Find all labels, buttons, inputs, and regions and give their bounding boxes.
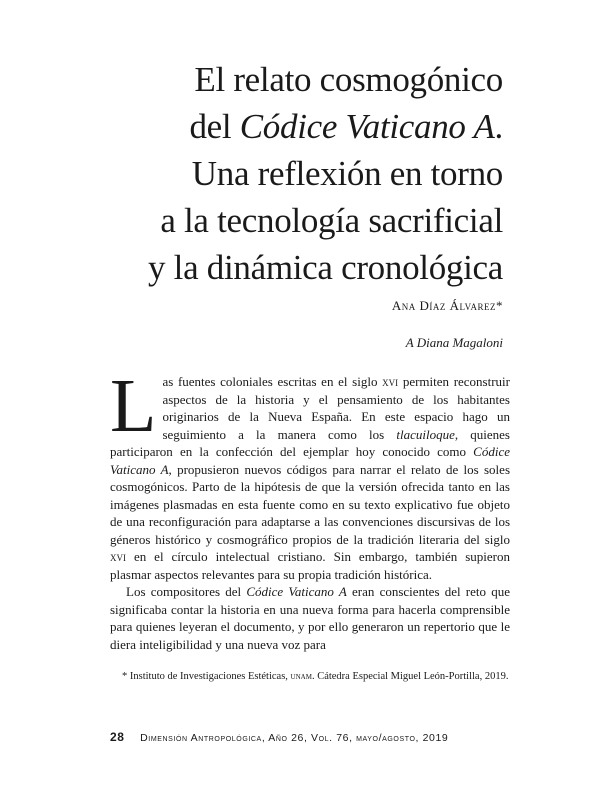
italic-text: tlacuiloque	[396, 426, 455, 442]
paragraph-2	[110, 583, 510, 653]
small-caps-text: xvi	[110, 549, 126, 564]
title-segment: a la tecnología sacrificial	[160, 201, 503, 240]
title-segment: El relato cosmogónico	[194, 60, 503, 99]
text-run: . Cátedra Especial Miguel León-Portilla, 2019.	[311, 671, 509, 682]
text-run: eran conscientes del reto que significaba contar la historia en una nueva forma para hacerla comprensible para quienes leyeran el documento, y por ello generaron un repertorio que le diera inteligibilidad y una nueva voz para	[110, 584, 510, 652]
text-run: permiten reconstruir aspectos de la historia y el pensamiento de los habitantes originarios de la Nueva España. En este espacio hago un seguimiento a la manera como los	[162, 374, 510, 442]
footnote	[110, 670, 510, 684]
text-run: as fuentes coloniales escritas en el siglo	[162, 374, 383, 389]
drop-cap: L	[110, 364, 157, 448]
text-run: Los compositores del	[126, 584, 247, 599]
title-line	[83, 197, 503, 244]
title-line	[83, 56, 503, 103]
page-number: 28	[110, 730, 125, 744]
title-line	[83, 150, 503, 197]
author-name: Ana Díaz Álvarez*	[391, 298, 503, 313]
italic-text: Códice Vaticano A	[246, 584, 347, 599]
small-caps-text: xvi	[382, 374, 399, 389]
italic-text: Códice Vaticano A	[110, 444, 510, 477]
article-body	[110, 364, 511, 653]
title-segment: .	[494, 107, 503, 146]
paragraph-1	[110, 364, 511, 583]
title-segment: del	[189, 107, 240, 146]
title-segment: Una reflexión en torno	[191, 154, 503, 193]
text-run: , propusieron nuevos códigos para narrar el relato de los soles cosmogónicos. Parto de la hipótesis de que la versión ofrecida tanto en las imágenes plasmadas en esta fuente como en su texto explicativo fue objeto de una reconfiguración para adaptarse a las convenciones discursivas de los géneros histórico y cosmográfico propios de la tradición literaria del siglo	[110, 461, 511, 547]
title-line	[83, 244, 503, 291]
journal-citation: Dimensión Antropológica, Año 26, Vol. 76, mayo/agosto, 2019	[140, 732, 449, 744]
text-run: en el círculo intelectual cristiano. Sin embargo, también supieron plasmar aspectos relevantes para su propia tradición histórica.	[110, 549, 510, 582]
text-run: * Instituto de Investigaciones Estéticas,	[122, 671, 291, 682]
title-segment: y la dinámica cronológica	[148, 248, 503, 287]
title-italic-segment: Códice Vaticano A	[239, 107, 495, 146]
small-caps-text: unam	[290, 671, 312, 682]
page-footer	[110, 730, 530, 744]
title-line	[83, 103, 503, 150]
article-title	[83, 56, 503, 291]
text-run: , quienes participaron en la confección del ejemplar hoy conocido como	[110, 426, 510, 459]
dedication: A Diana Magaloni	[405, 335, 503, 350]
